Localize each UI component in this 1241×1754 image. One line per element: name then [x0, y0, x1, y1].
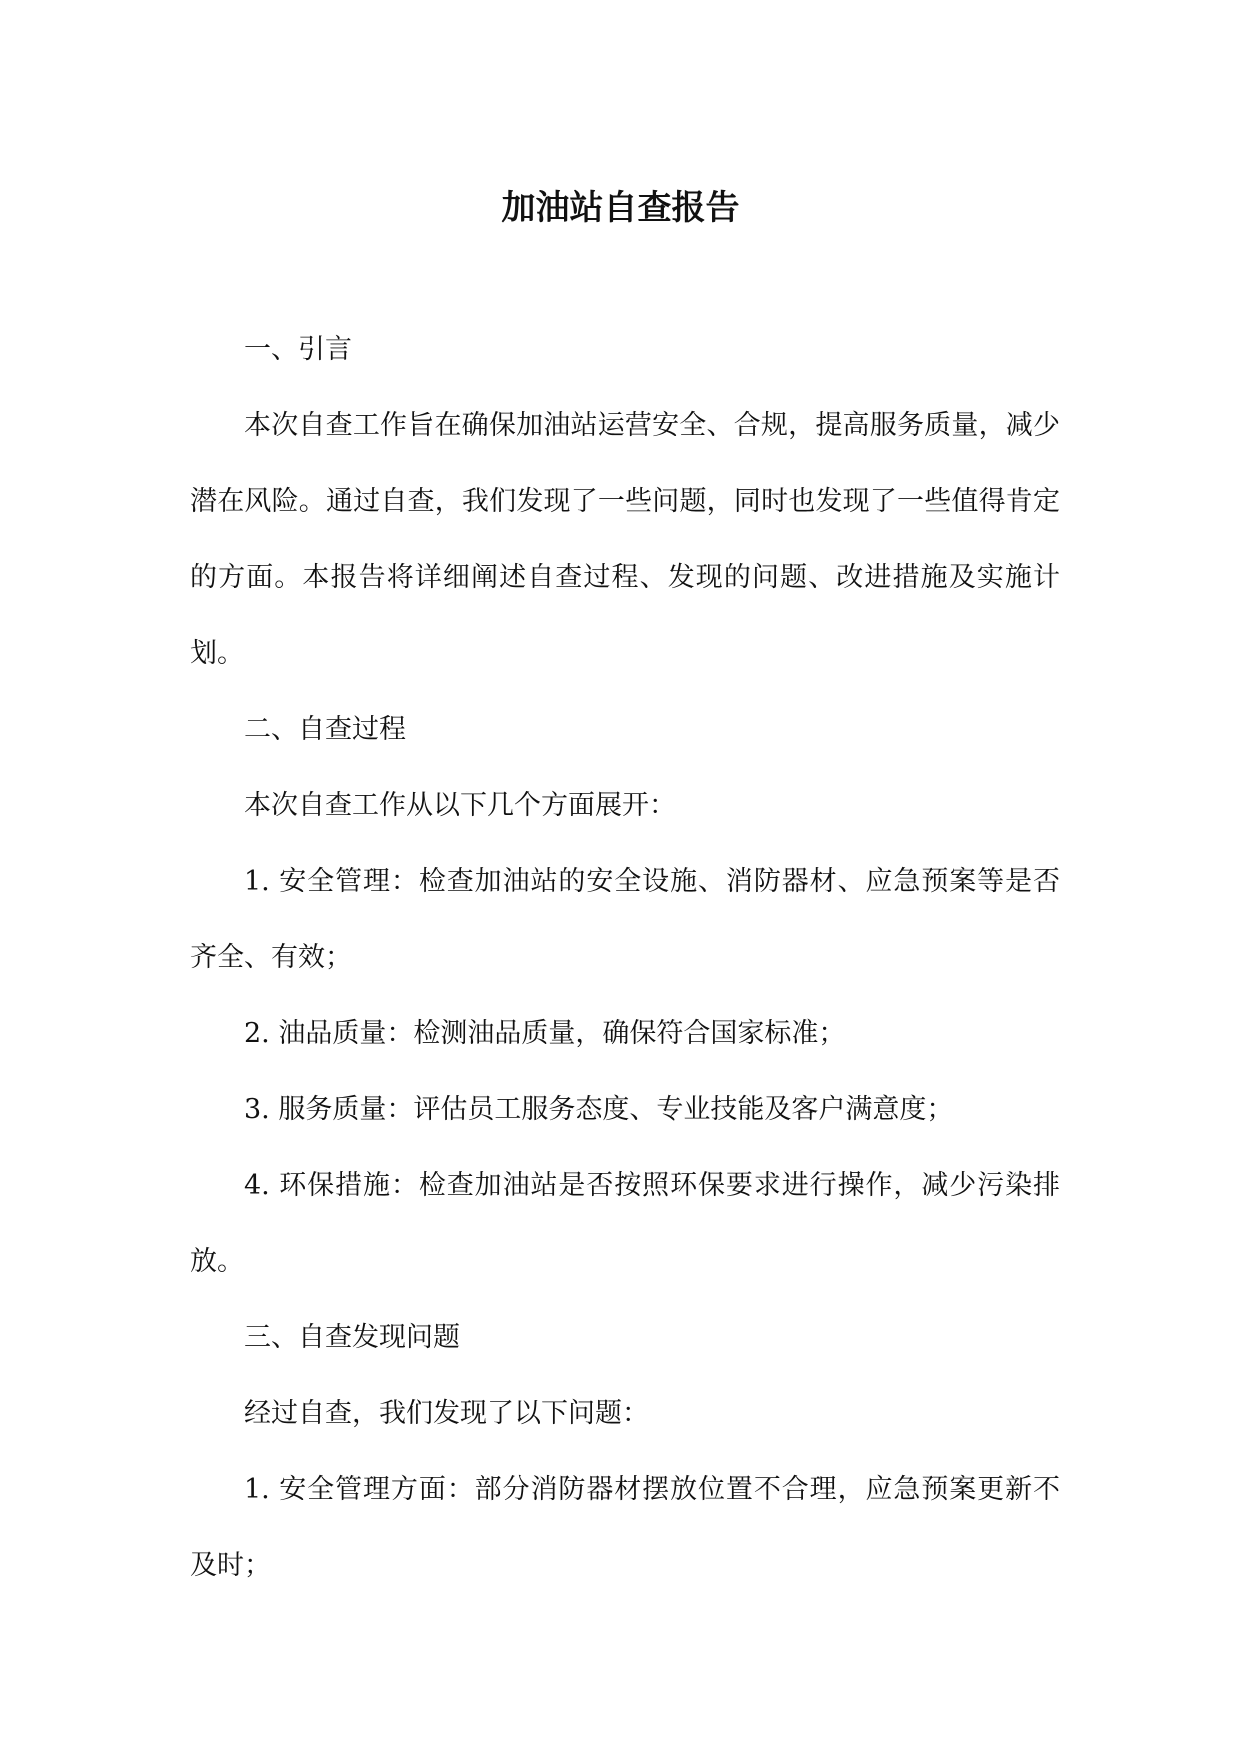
- introduction-paragraph: 本次自查工作旨在确保加油站运营安全、合规，提高服务质量，减少潜在风险。通过自查，我们发现了一些问题，同时也发现了一些值得肯定的方面。本报告将详细阐述自查过程、发现的问题、改进措施及实施计划。: [190, 410, 1060, 669]
- section-heading-introduction: 一、引言: [244, 334, 352, 365]
- process-item-service: 3. 服务质量：评估员工服务态度、专业技能及客户满意度；: [244, 1094, 954, 1125]
- process-item-environment: 4. 环保措施：检查加油站是否按照环保要求进行操作，减少污染排放。: [190, 1170, 1060, 1277]
- process-intro-paragraph: 本次自查工作从以下几个方面展开：: [244, 790, 676, 821]
- section-heading-findings: 三、自查发现问题: [244, 1322, 460, 1353]
- process-item-safety: 1. 安全管理：检查加油站的安全设施、消防器材、应急预案等是否齐全、有效；: [190, 866, 1060, 973]
- process-item-oil-quality: 2. 油品质量：检测油品质量，确保符合国家标准；: [244, 1018, 846, 1049]
- findings-intro-paragraph: 经过自查，我们发现了以下问题：: [244, 1398, 649, 1429]
- document-body: [190, 312, 1060, 1604]
- finding-item-safety: 1. 安全管理方面：部分消防器材摆放位置不合理，应急预案更新不及时；: [190, 1474, 1060, 1581]
- document-title: 加油站自查报告: [501, 188, 740, 228]
- section-heading-process: 二、自查过程: [244, 714, 406, 745]
